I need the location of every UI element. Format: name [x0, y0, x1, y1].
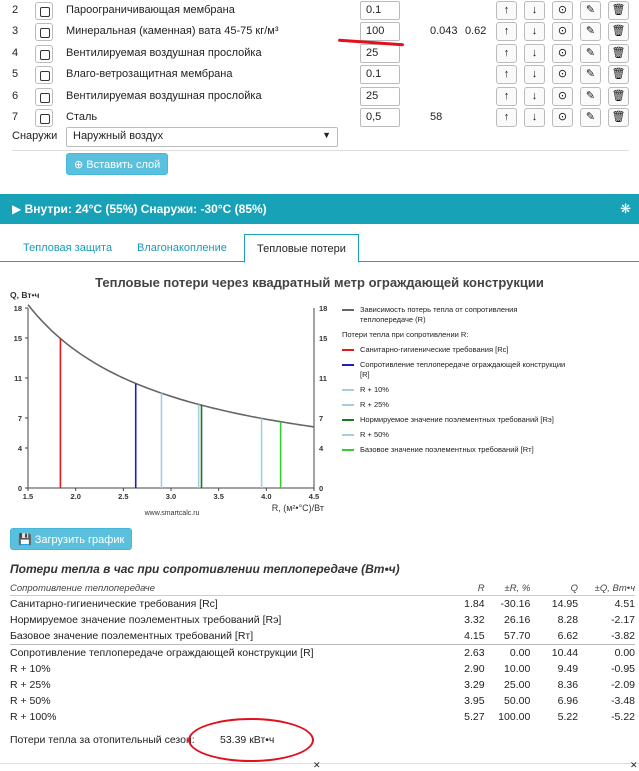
download-chart-button[interactable]: 💾 Загрузить график [10, 528, 132, 550]
check-circle-icon[interactable]: ⊙ [552, 108, 573, 127]
check-circle-icon[interactable]: ⊙ [552, 22, 573, 41]
y-tick-label-right: 18 [319, 304, 328, 313]
season-loss [10, 734, 275, 746]
trash-icon[interactable]: 🗑 [608, 108, 629, 127]
layer-name: Минеральная (каменная) вата 45-75 кг/м³ [66, 25, 279, 37]
table-cell: -3.82 [611, 630, 635, 642]
y-tick-label: 7 [17, 414, 22, 423]
divider [12, 150, 629, 151]
table-cell: 3.95 [464, 695, 485, 707]
layer-checkbox[interactable] [35, 2, 53, 20]
table-cell: -30.16 [500, 598, 531, 610]
conditions-text: Внутри: 24°C (55%) Снаружи: -30°C (85%) [24, 202, 267, 216]
check-circle-icon[interactable]: ⊙ [552, 87, 573, 106]
ad-strip [0, 760, 639, 771]
table-cell: R + 25% [10, 679, 51, 691]
arrow-up-icon[interactable]: ↑ [496, 22, 517, 41]
table-cell: 14.95 [551, 598, 579, 610]
legend-item: Нормируемое значение поэлементных требований [Rэ] [342, 415, 572, 425]
thickness-input[interactable]: 0.1 [360, 1, 400, 20]
layer-row [0, 86, 639, 107]
arrow-up-icon[interactable]: ↑ [496, 87, 517, 106]
tab-moisture[interactable]: Влагонакопление [137, 242, 227, 254]
chart-legend [342, 305, 572, 460]
col-header: ±R, % [485, 582, 531, 596]
y-tick-label: 18 [13, 304, 22, 313]
table-row [10, 612, 635, 628]
trash-icon[interactable]: 🗑 [608, 22, 629, 41]
pencil-icon[interactable]: ✎ [580, 65, 601, 84]
x-tick-label: 1.5 [22, 492, 34, 501]
table-cell: 4.51 [614, 598, 635, 610]
heat-loss-table [10, 582, 635, 725]
chevron-down-icon: ▼ [322, 130, 331, 140]
table-cell: Санитарно-гигиенические требования [Rс] [10, 598, 218, 610]
layer-number: 4 [12, 47, 19, 59]
conditions-banner[interactable] [0, 194, 639, 224]
y-tick-label-right: 4 [319, 444, 324, 453]
trash-icon[interactable]: 🗑 [608, 87, 629, 106]
arrow-up-icon[interactable]: ↑ [496, 44, 517, 63]
y-axis-label: Q, Вт•ч [10, 290, 40, 300]
legend-group-title: Потери тепла при сопротивлении R: [342, 330, 469, 339]
thickness-input[interactable]: 100 [360, 22, 400, 41]
layer-row [0, 64, 639, 85]
x-tick-label: 3.5 [213, 492, 224, 501]
table-cell: R + 100% [10, 711, 57, 723]
table-cell: 3.32 [464, 614, 485, 626]
table-cell: 6.96 [557, 695, 579, 707]
pencil-icon[interactable]: ✎ [580, 108, 601, 127]
layer-number: 7 [12, 111, 19, 123]
table-cell: 10.44 [530, 645, 578, 662]
pencil-icon[interactable]: ✎ [580, 87, 601, 106]
arrow-down-icon[interactable]: ↓ [524, 1, 545, 20]
x-tick-label: 2.5 [118, 492, 129, 501]
y-tick-label-right: 7 [319, 414, 324, 423]
layer-checkbox[interactable] [35, 88, 53, 106]
layer-lambda: 58 [430, 111, 443, 123]
outside-air-select[interactable] [66, 127, 338, 147]
legend-item: R + 50% [342, 430, 572, 440]
table-cell: 25.00 [504, 679, 531, 691]
table-cell: 6.62 [557, 630, 579, 642]
insert-layer-button[interactable]: ⊕ Вставить слой [66, 153, 168, 175]
x-tick-label: 3.0 [165, 492, 177, 501]
legend-item-curve: Зависимость потерь тепла от сопротивления теплопередаче (R) [342, 305, 572, 325]
trash-icon[interactable]: 🗑 [608, 1, 629, 20]
y-tick-label: 4 [17, 444, 22, 453]
check-circle-icon[interactable]: ⊙ [552, 65, 573, 84]
arrow-down-icon[interactable]: ↓ [524, 44, 545, 63]
table-cell: 10.00 [504, 663, 531, 675]
table-cell: 0.00 [578, 645, 635, 662]
close-icon[interactable]: ✕ [313, 760, 321, 770]
x-tick-label: 4.5 [308, 492, 320, 501]
legend-swatch [342, 404, 354, 406]
arrow-down-icon[interactable]: ↓ [524, 22, 545, 41]
table-cell: 9.49 [557, 663, 579, 675]
table-cell: Нормируемое значение поэлементных требований [Rэ] [10, 614, 282, 626]
arrow-down-icon[interactable]: ↓ [524, 87, 545, 106]
table-row [10, 628, 635, 645]
pencil-icon[interactable]: ✎ [580, 22, 601, 41]
arrow-up-icon[interactable]: ↑ [496, 1, 517, 20]
layer-name: Вентилируемая воздушная прослойка [66, 47, 262, 59]
table-cell: 3.29 [464, 679, 485, 691]
table-cell: R + 10% [10, 663, 51, 675]
layer-checkbox[interactable] [35, 23, 53, 41]
layer-number: 2 [12, 4, 19, 16]
thickness-input[interactable]: 25 [360, 44, 400, 63]
table-title: Потери тепла в час при сопротивлении теплопередаче (Вт•ч) [10, 562, 400, 576]
y-tick-label-right: 15 [319, 334, 328, 343]
table-cell: 26.16 [504, 614, 531, 626]
legend-swatch [342, 449, 354, 451]
layer-name: Сталь [66, 111, 98, 123]
table-cell: R + 50% [10, 695, 51, 707]
y-tick-label: 0 [17, 484, 22, 493]
save-icon: 💾 [18, 534, 32, 546]
legend-swatch [342, 389, 354, 391]
layer-name: Вентилируемая воздушная прослойка [66, 90, 262, 102]
legend-item: Санитарно-гигиенические требования [Rс] [342, 345, 572, 355]
arrow-down-icon[interactable]: ↓ [524, 65, 545, 84]
table-row [10, 693, 635, 709]
layer-number: 6 [12, 90, 19, 102]
plus-circle-icon: ⊕ [74, 159, 84, 171]
col-header: ±Q, Вт•ч [578, 582, 635, 596]
table-cell: 5.27 [464, 711, 485, 723]
table-row [10, 709, 635, 725]
table-cell: 100.00 [498, 711, 531, 723]
table-cell: 2.63 [457, 645, 484, 662]
thickness-input[interactable]: 0,5 [360, 108, 400, 127]
tab-thermal-protection[interactable]: Тепловая защита [23, 242, 113, 254]
layer-row [0, 0, 639, 21]
gear-icon[interactable]: ❋ [620, 201, 631, 216]
thickness-input[interactable]: 25 [360, 87, 400, 106]
table-cell: 2.90 [464, 663, 485, 675]
pencil-icon[interactable]: ✎ [580, 1, 601, 20]
table-cell: 1.84 [464, 598, 485, 610]
pencil-icon[interactable]: ✎ [580, 44, 601, 63]
arrow-down-icon[interactable]: ↓ [524, 108, 545, 127]
table-row [10, 596, 635, 613]
table-cell: -3.48 [611, 695, 635, 707]
y-tick-label: 11 [14, 374, 22, 383]
layer-number: 5 [12, 68, 19, 80]
check-circle-icon[interactable]: ⊙ [552, 44, 573, 63]
table-cell: Базовое значение поэлементных требований [Rт] [10, 630, 254, 642]
table-cell: 4.15 [464, 630, 485, 642]
tab-heat-loss[interactable]: Тепловые потери [244, 234, 359, 263]
x-tick-label: 4.0 [261, 492, 272, 501]
table-cell: 8.36 [557, 679, 579, 691]
layer-row [0, 21, 639, 42]
table-cell: 0.00 [485, 645, 531, 662]
table-row [10, 645, 635, 662]
outside-label: Снаружи [12, 130, 58, 142]
caret-right-icon: ▶ [12, 202, 22, 216]
layer-name: Влаго-ветрозащитная мембрана [66, 68, 233, 80]
table-cell: 50.00 [504, 695, 531, 707]
table-cell: Сопротивление теплопередаче ограждающей конструкции [R] [10, 645, 457, 662]
table-cell: 5.22 [557, 711, 579, 723]
results-tabs [0, 230, 639, 262]
y-tick-label-right: 0 [319, 484, 324, 493]
check-circle-icon[interactable]: ⊙ [552, 1, 573, 20]
col-header: Сопротивление теплопередаче [10, 582, 457, 596]
table-row [10, 677, 635, 693]
table-cell: 8.28 [557, 614, 579, 626]
legend-item: R + 10% [342, 385, 572, 395]
trash-icon[interactable]: 🗑 [608, 65, 629, 84]
trash-icon[interactable]: 🗑 [608, 44, 629, 63]
red-oval-annotation [188, 718, 314, 762]
layer-checkbox[interactable] [35, 66, 53, 84]
arrow-up-icon[interactable]: ↑ [496, 108, 517, 127]
season-loss-value: 53.39 кВт•ч [220, 734, 275, 746]
layer-row [0, 43, 639, 64]
close-icon[interactable]: ✕ [630, 760, 638, 770]
thickness-input[interactable]: 0.1 [360, 65, 400, 84]
layer-row [0, 107, 639, 128]
table-cell: 57.70 [504, 630, 531, 642]
watermark: www.smartcalc.ru [144, 510, 200, 517]
season-loss-label: Потери тепла за отопительный сезон: [10, 734, 195, 746]
table-cell: -0.95 [611, 663, 635, 675]
legend-item: Базовое значение поэлементных требований [Rт] [342, 445, 572, 455]
y-tick-label: 15 [13, 334, 22, 343]
table-row [10, 661, 635, 677]
legend-swatch [342, 434, 354, 436]
table-cell: -5.22 [611, 711, 635, 723]
table-cell: -2.09 [611, 679, 635, 691]
layer-checkbox[interactable] [35, 109, 53, 127]
layer-number: 3 [12, 25, 19, 37]
y-tick-label-right: 11 [319, 374, 327, 383]
col-header: R [457, 582, 484, 596]
arrow-up-icon[interactable]: ↑ [496, 65, 517, 84]
legend-swatch [342, 349, 354, 351]
legend-swatch [342, 419, 354, 421]
legend-swatch [342, 309, 354, 311]
outside-select-value: Наружный воздух [73, 130, 164, 142]
layer-name: Пароограничивающая мембрана [66, 4, 235, 16]
legend-swatch [342, 364, 354, 366]
x-axis-label: R, (м²•°C)/Вт [271, 503, 324, 513]
layer-checkbox[interactable] [35, 45, 53, 63]
heat-loss-curve [28, 305, 314, 427]
legend-item: R + 25% [342, 400, 572, 410]
legend-item: Сопротивление теплопередаче ограждающей конструкции [R] [342, 360, 572, 380]
layer-lambda: 0.043 [430, 25, 458, 37]
x-tick-label: 2.0 [70, 492, 81, 501]
chart-title: Тепловые потери через квадратный метр ограждающей конструкции [95, 275, 544, 290]
table-cell: -2.17 [611, 614, 635, 626]
col-header: Q [530, 582, 578, 596]
layer-resistance: 0.62 [465, 25, 487, 37]
